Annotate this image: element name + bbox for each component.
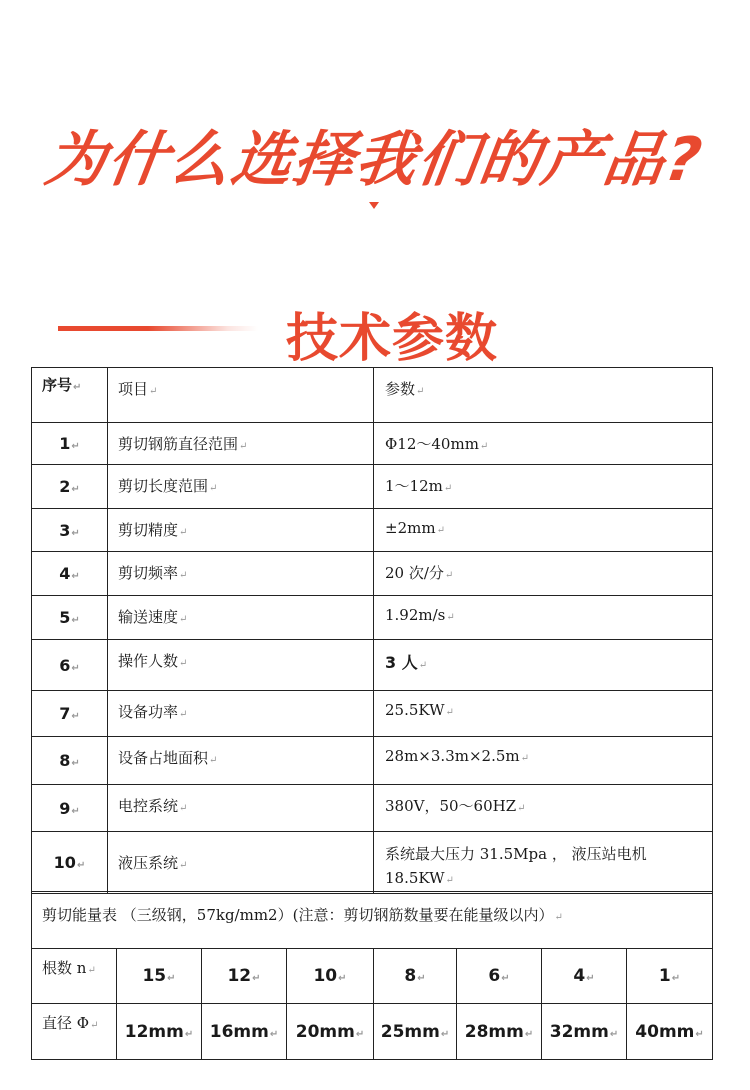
diameter-value: 28mm↵: [457, 1004, 542, 1060]
diameter-label: 直径 Φ↵: [32, 1004, 117, 1060]
table-row: [32, 785, 713, 832]
table-row: [32, 552, 713, 596]
table-row: [32, 737, 713, 785]
row-value: 25.5KW↵: [374, 691, 713, 737]
row-value: ±2mm↵: [374, 509, 713, 552]
row-index: 1↵: [32, 423, 108, 465]
table-row: [32, 509, 713, 552]
energy-table: [31, 891, 713, 1060]
diameter-value: 32mm↵: [542, 1004, 627, 1060]
row-value: 1.92m/s↵: [374, 596, 713, 640]
diameter-value: 12mm↵: [117, 1004, 202, 1060]
table-row: [32, 423, 713, 465]
row-index: 6↵: [32, 640, 108, 691]
params-table: [31, 367, 713, 894]
row-value: Φ12～40mm↵: [374, 423, 713, 465]
row-item: 剪切精度↵: [108, 509, 374, 552]
row-index: 4↵: [32, 552, 108, 596]
count-value: 6↵: [457, 949, 542, 1004]
diameter-value: 20mm↵: [287, 1004, 374, 1060]
row-value: 系统最大压力 31.5Mpa ， 液压站电机 18.5KW↵: [374, 832, 713, 894]
row-index: 10↵: [32, 832, 108, 894]
row-index: 7↵: [32, 691, 108, 737]
row-item: 输送速度↵: [108, 596, 374, 640]
row-item: 剪切长度范围↵: [108, 465, 374, 509]
count-value: 8↵: [374, 949, 457, 1004]
row-index: 3↵: [32, 509, 108, 552]
table-row: [32, 832, 713, 894]
count-value: 1↵: [627, 949, 713, 1004]
row-value: 1～12m↵: [374, 465, 713, 509]
row-value: 28m×3.3m×2.5m↵: [374, 737, 713, 785]
row-item: 电控系统↵: [108, 785, 374, 832]
table-row: [32, 465, 713, 509]
header-item: 项目↵: [108, 368, 374, 423]
header-value: 参数↵: [374, 368, 713, 423]
count-label: 根数 n↵: [32, 949, 117, 1004]
row-index: 9↵: [32, 785, 108, 832]
row-item: 液压系统↵: [108, 832, 374, 894]
energy-table-title: 剪切能量表 （三级钢，57kg/mm2）(注意：剪切钢筋数量要在能量级以内）↵: [32, 892, 713, 949]
row-index: 2↵: [32, 465, 108, 509]
table-row: [32, 640, 713, 691]
row-value: 3 人↵: [374, 640, 713, 691]
row-item: 设备功率↵: [108, 691, 374, 737]
count-value: 12↵: [202, 949, 287, 1004]
diameter-value: 25mm↵: [374, 1004, 457, 1060]
table-row: [32, 691, 713, 737]
count-value: 15↵: [117, 949, 202, 1004]
down-pointer-icon: [369, 202, 379, 209]
energy-diameter-row: [32, 1004, 713, 1060]
headline: 为什么选择我们的产品?: [40, 125, 708, 195]
row-index: 8↵: [32, 737, 108, 785]
table-row: [32, 596, 713, 640]
row-item: 剪切钢筋直径范围↵: [108, 423, 374, 465]
section-title: 技术参数: [286, 309, 499, 369]
section-divider: [58, 326, 258, 331]
params-header-row: [32, 368, 713, 423]
row-item: 操作人数↵: [108, 640, 374, 691]
energy-count-row: [32, 949, 713, 1004]
row-value: 20 次/分↵: [374, 552, 713, 596]
count-value: 4↵: [542, 949, 627, 1004]
diameter-value: 40mm↵: [627, 1004, 713, 1060]
row-index: 5↵: [32, 596, 108, 640]
row-item: 设备占地面积↵: [108, 737, 374, 785]
diameter-value: 16mm↵: [202, 1004, 287, 1060]
energy-title-row: [32, 892, 713, 949]
header-index: 序号↵: [32, 368, 108, 423]
row-value: 380V，50～60HZ↵: [374, 785, 713, 832]
count-value: 10↵: [287, 949, 374, 1004]
row-item: 剪切频率↵: [108, 552, 374, 596]
